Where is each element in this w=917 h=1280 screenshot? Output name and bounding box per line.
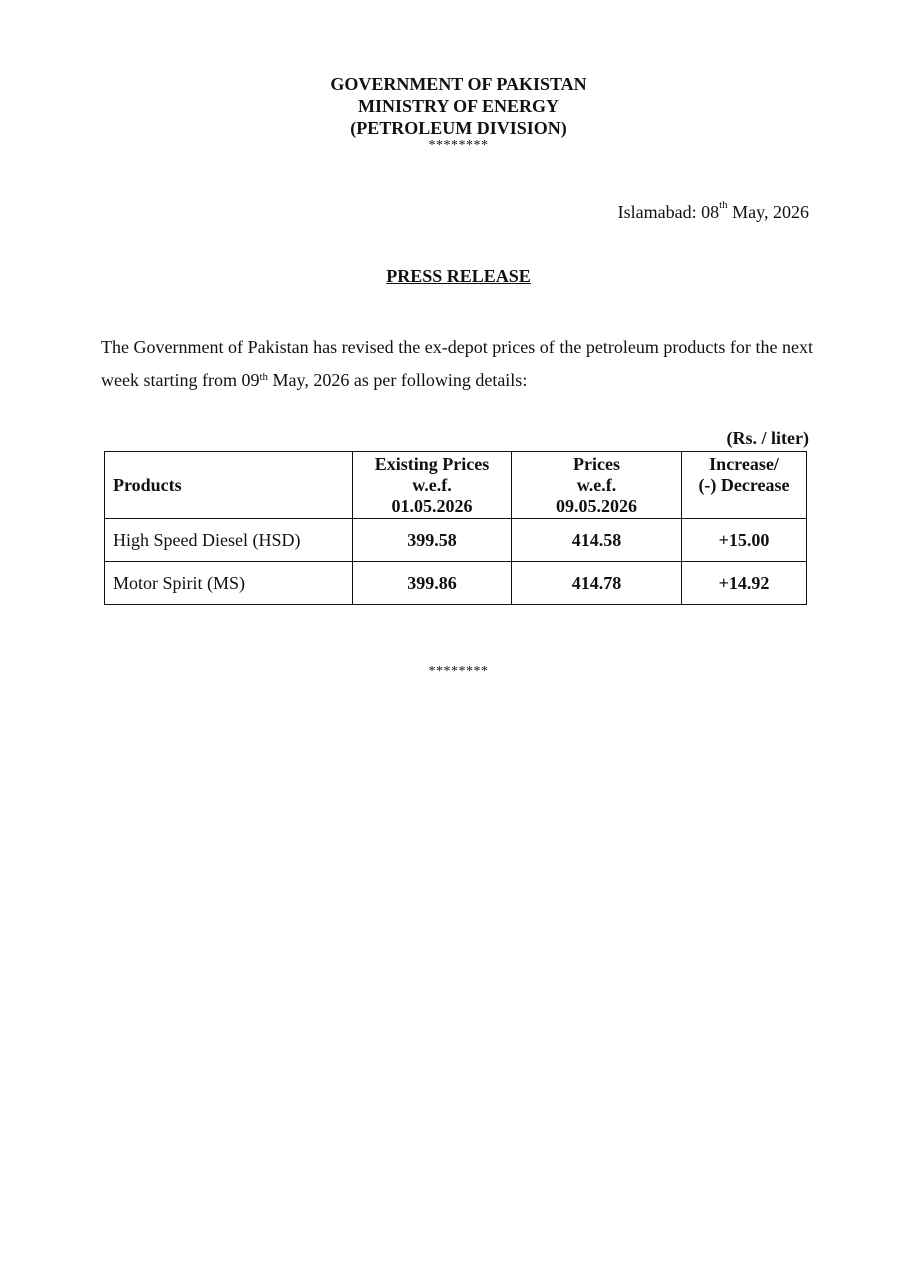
header-prices-line: Prices bbox=[573, 453, 620, 474]
header-prices bbox=[512, 452, 682, 519]
dateline-prefix: Islamabad: 08 bbox=[617, 202, 720, 222]
body-paragraph bbox=[101, 331, 813, 397]
existing-price: 399.58 bbox=[353, 519, 512, 562]
body-sup: th bbox=[259, 371, 269, 383]
body-part2: May, 2026 as per following details: bbox=[268, 370, 528, 390]
dateline-suffix: May, 2026 bbox=[727, 202, 809, 222]
table-row bbox=[105, 519, 807, 562]
dateline-sup: th bbox=[719, 199, 728, 211]
header-products: Products bbox=[105, 452, 353, 519]
page-title-text: PRESS RELEASE bbox=[386, 266, 531, 286]
dateline bbox=[617, 199, 809, 223]
table-header-row bbox=[105, 452, 807, 519]
header-prices-line: 09.05.2026 bbox=[556, 495, 637, 516]
product-name: Motor Spirit (MS) bbox=[105, 562, 353, 605]
header-existing-line: w.e.f. bbox=[412, 474, 452, 495]
price-table bbox=[104, 451, 807, 605]
price-change: +14.92 bbox=[682, 562, 807, 605]
page-title bbox=[0, 266, 917, 287]
table-row bbox=[105, 562, 807, 605]
footer-separator: ******** bbox=[428, 664, 489, 679]
header-prices-line: w.e.f. bbox=[576, 474, 617, 495]
header-existing-line: Existing Prices bbox=[374, 453, 490, 474]
header-change-line: (-) Decrease bbox=[698, 475, 790, 495]
header-government: GOVERNMENT OF PAKISTAN bbox=[330, 74, 587, 94]
header-ministry: MINISTRY OF ENERGY bbox=[357, 96, 560, 116]
header-existing-line: 01.05.2026 bbox=[391, 495, 473, 516]
new-price: 414.58 bbox=[512, 519, 682, 562]
header-separator: ******** bbox=[428, 138, 489, 153]
header-change-line: Increase/ bbox=[709, 454, 779, 474]
header-division: (PETROLEUM DIVISION) bbox=[350, 118, 567, 138]
header-existing bbox=[353, 452, 512, 519]
product-name: High Speed Diesel (HSD) bbox=[105, 519, 353, 562]
unit-label: (Rs. / liter) bbox=[726, 428, 809, 448]
header-change bbox=[682, 452, 807, 519]
price-change: +15.00 bbox=[682, 519, 807, 562]
existing-price: 399.86 bbox=[353, 562, 512, 605]
body-part1: The Government of Pakistan has revised the ex-depot prices of the petroleum products for the next week starting from 09 bbox=[101, 337, 813, 390]
new-price: 414.78 bbox=[512, 562, 682, 605]
